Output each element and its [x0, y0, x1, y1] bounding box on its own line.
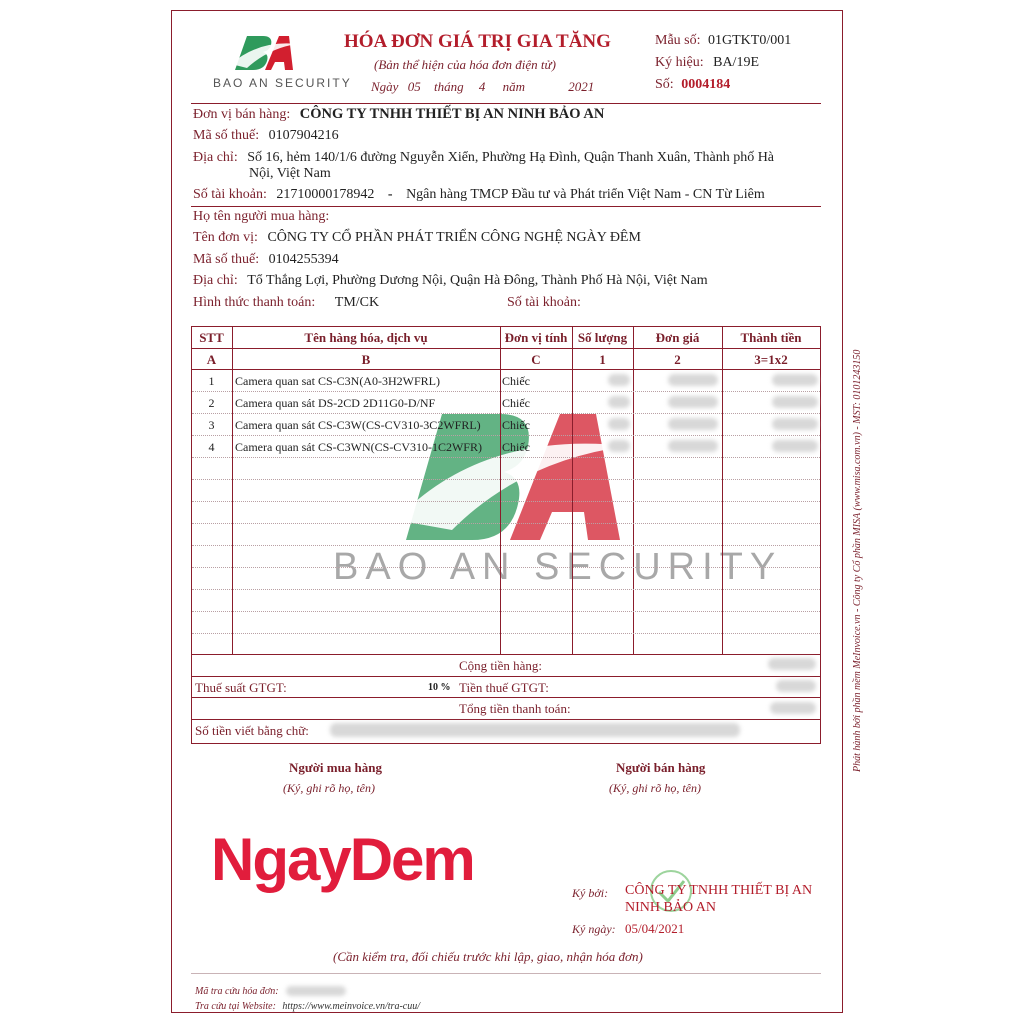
- table-body-bottom: [191, 654, 821, 655]
- buyer-address: [193, 273, 708, 289]
- col-header-unit: Đơn vị tính: [504, 330, 568, 345]
- redacted-qty: [608, 440, 630, 452]
- row-unit: Chiếc: [502, 418, 530, 432]
- invoice-number: [655, 77, 730, 93]
- col-divider-4: [633, 326, 634, 654]
- row-line: [192, 633, 820, 634]
- seller-tax-label: Mã số thuế:: [193, 128, 260, 143]
- redacted-grand-total: [770, 702, 816, 714]
- signed-date-label: Ký ngày:: [572, 922, 616, 936]
- seller-account-value: 21710000178942: [276, 187, 375, 202]
- seller-unit: [193, 106, 604, 123]
- website-line: [195, 1001, 420, 1012]
- seller-address-line2: Nội, Việt Nam: [249, 166, 331, 181]
- row-stt: 2: [208, 396, 215, 410]
- seller-divider: [191, 206, 821, 207]
- col-header-name: Tên hàng hóa, dịch vụ: [304, 330, 428, 345]
- row-item-name: Camera quan sat CS-C3N(A0-3H2WFRL): [235, 374, 440, 388]
- row-line: [192, 567, 820, 568]
- totals-divider-1: [191, 676, 821, 677]
- seller-address-line1: Số 16, hẻm 140/1/6 đường Nguyễn Xiển, Phường Hạ Đình, Quận Thanh Xuân, Thành phố Hà: [247, 150, 775, 165]
- table-code-divider: [191, 369, 821, 370]
- col-divider-3: [572, 326, 573, 654]
- col-code-price: 2: [674, 352, 681, 367]
- footer-divider: [191, 973, 821, 974]
- check-note: (Cần kiểm tra, đối chiếu trước khi lập, giao, nhận hóa đơn): [333, 949, 643, 964]
- seller-signature-title: Người bán hàng: [616, 760, 706, 775]
- row-item-name: Camera quan sát CS-C3W(CS-CV310-3C2WFRL): [235, 418, 481, 432]
- row-stt: 4: [208, 440, 215, 454]
- seller-unit-value: CÔNG TY TNHH THIẾT BỊ AN NINH BẢO AN: [299, 106, 605, 122]
- buyer-signature-note: (Ký, ghi rõ họ, tên): [283, 781, 375, 795]
- col-header-price: Đơn giá: [655, 330, 700, 345]
- row-line: [192, 457, 820, 458]
- col-code-stt: A: [206, 352, 217, 367]
- buyer-signature-title: Người mua hàng: [289, 760, 383, 775]
- buyer-account-label: Số tài khoản:: [507, 295, 581, 310]
- row-line: [192, 435, 820, 436]
- seller-account: [193, 187, 765, 203]
- redacted-price: [668, 374, 718, 386]
- seller-bank: Ngân hàng TMCP Đầu tư và Phát triển Việt Nam - CN Từ Liêm: [406, 187, 765, 202]
- invoice-symbol-label: Ký hiệu:: [655, 55, 704, 70]
- grand-total-label: Tổng tiền thanh toán:: [459, 701, 571, 716]
- invoice-subtitle: (Bản thể hiện của hóa đơn điện tử): [374, 57, 556, 72]
- seller-address-label: Địa chỉ:: [193, 150, 238, 165]
- invoice-date: [371, 79, 594, 95]
- date-year: 2021: [568, 79, 595, 94]
- company-logo-mark: [229, 30, 299, 76]
- redacted-amount: [772, 374, 818, 386]
- signed-by-label: Ký bởi:: [572, 886, 609, 900]
- signed-by-line2: NINH BẢO AN: [625, 900, 716, 915]
- col-code-qty: 1: [599, 352, 606, 367]
- redacted-vat-amount: [776, 680, 816, 692]
- buyer-name-label: Họ tên người mua hàng:: [193, 209, 330, 224]
- row-unit: Chiếc: [502, 374, 530, 388]
- watermark-text: BAO AN SECURITY: [333, 546, 783, 588]
- company-logo-text: BAO AN SECURITY: [213, 76, 352, 90]
- row-item-name: Camera quan sát CS-C3WN(CS-CV310-1C2WFR): [235, 440, 482, 454]
- col-header-stt: STT: [199, 330, 224, 345]
- website-label: Tra cứu tại Website:: [195, 1001, 276, 1012]
- redacted-price: [668, 418, 718, 430]
- date-day: 05: [407, 79, 421, 94]
- col-header-amount: Thành tiền: [740, 330, 802, 345]
- row-line: [192, 501, 820, 502]
- col-divider-1: [232, 326, 233, 654]
- date-month: 4: [478, 79, 486, 94]
- lookup-code-label: Mã tra cứu hóa đơn:: [195, 986, 279, 997]
- col-header-qty: Số lượng: [577, 330, 628, 345]
- buyer-unit-value: CÔNG TY CỔ PHẦN PHÁT TRIỂN CÔNG NGHỆ NGÀY ĐÊM: [267, 230, 641, 245]
- row-line: [192, 545, 820, 546]
- vat-amount-label: Tiền thuế GTGT:: [459, 680, 549, 695]
- col-divider-5: [722, 326, 723, 654]
- redacted-amount: [772, 396, 818, 408]
- redacted-amount-in-words: [330, 723, 740, 737]
- buyer-unit-label: Tên đơn vị:: [193, 230, 258, 245]
- col-code-name: B: [361, 352, 371, 367]
- buyer-stamp-logo: NgayDem: [211, 826, 474, 893]
- seller-unit-label: Đơn vị bán hàng:: [193, 107, 291, 122]
- col-code-unit: C: [531, 352, 541, 367]
- website-link[interactable]: https://www.meinvoice.vn/tra-cuu/: [282, 1001, 420, 1012]
- redacted-price: [668, 440, 718, 452]
- date-prefix: Ngày: [371, 79, 399, 94]
- redacted-qty: [608, 418, 630, 430]
- seller-signature-note: (Ký, ghi rõ họ, tên): [609, 781, 701, 795]
- row-line: [192, 611, 820, 612]
- seller-address: [193, 150, 774, 166]
- vat-rate-value: 10 %: [428, 682, 451, 693]
- col-code-amount: 3=1x2: [754, 352, 788, 367]
- form-number-value: 01GTKT0/001: [708, 33, 792, 48]
- totals-divider-4: [191, 743, 821, 744]
- amount-in-words-label: Số tiền viết bằng chữ:: [195, 723, 309, 738]
- buyer-address-value: Tổ Thắng Lợi, Phường Dương Nội, Quận Hà Đông, Thành Phố Hà Nội, Việt Nam: [247, 273, 708, 288]
- table-right-border: [820, 326, 821, 743]
- row-line: [192, 479, 820, 480]
- subtotal-label: Cộng tiền hàng:: [459, 658, 543, 673]
- redacted-price: [668, 396, 718, 408]
- date-month-label: tháng: [433, 79, 464, 94]
- seller-account-label: Số tài khoản:: [193, 187, 267, 202]
- redacted-lookup-code: [286, 986, 346, 996]
- redacted-subtotal: [768, 658, 816, 670]
- vat-rate-label: Thuế suất GTGT:: [195, 680, 287, 695]
- invoice-title: HÓA ĐƠN GIÁ TRỊ GIA TĂNG: [344, 31, 611, 52]
- invoice-number-label: Số:: [655, 77, 674, 92]
- table-top-border: [191, 326, 821, 327]
- col-divider-2: [500, 326, 501, 654]
- row-line: [192, 413, 820, 414]
- signed-by-line1: CÔNG TY TNHH THIẾT BỊ AN: [625, 883, 813, 898]
- seller-tax-value: 0107904216: [268, 128, 339, 143]
- row-line: [192, 523, 820, 524]
- invoice-symbol-value: BA/19E: [713, 55, 759, 70]
- redacted-amount: [772, 418, 818, 430]
- row-stt: 3: [208, 418, 215, 432]
- header-divider: [191, 103, 821, 104]
- seller-account-sep: -: [387, 187, 393, 202]
- buyer-tax: [193, 252, 339, 268]
- buyer-address-label: Địa chỉ:: [193, 273, 238, 288]
- invoice-number-value: 0004184: [681, 77, 731, 92]
- redacted-qty: [608, 396, 630, 408]
- seller-tax: [193, 128, 339, 144]
- totals-divider-2: [191, 697, 821, 698]
- buyer-payment: [193, 295, 379, 311]
- signed-date-value: 05/04/2021: [625, 921, 685, 936]
- buyer-payment-value: TM/CK: [334, 295, 380, 310]
- issuer-side-note: Phát hành bởi phần mềm MeInvoice.vn - Công ty Cổ phần MISA (www.misa.com.vn) - MST: 0101243150: [852, 349, 863, 772]
- buyer-tax-label: Mã số thuế:: [193, 252, 260, 267]
- totals-divider-3: [191, 719, 821, 720]
- table-header-divider: [191, 348, 821, 349]
- row-item-name: Camera quan sát DS-2CD 2D11G0-D/NF: [235, 396, 436, 410]
- form-number: [655, 33, 791, 49]
- invoice-symbol: [655, 55, 759, 71]
- redacted-amount: [772, 440, 818, 452]
- redacted-qty: [608, 374, 630, 386]
- buyer-payment-label: Hình thức thanh toán:: [193, 295, 316, 310]
- row-stt: 1: [208, 374, 215, 388]
- row-unit: Chiếc: [502, 396, 530, 410]
- row-line: [192, 391, 820, 392]
- row-line: [192, 589, 820, 590]
- form-number-label: Mẫu số:: [655, 33, 701, 48]
- buyer-tax-value: 0104255394: [268, 252, 339, 267]
- date-year-label: năm: [502, 79, 525, 94]
- row-unit: Chiếc: [502, 440, 530, 454]
- buyer-unit: [193, 230, 641, 246]
